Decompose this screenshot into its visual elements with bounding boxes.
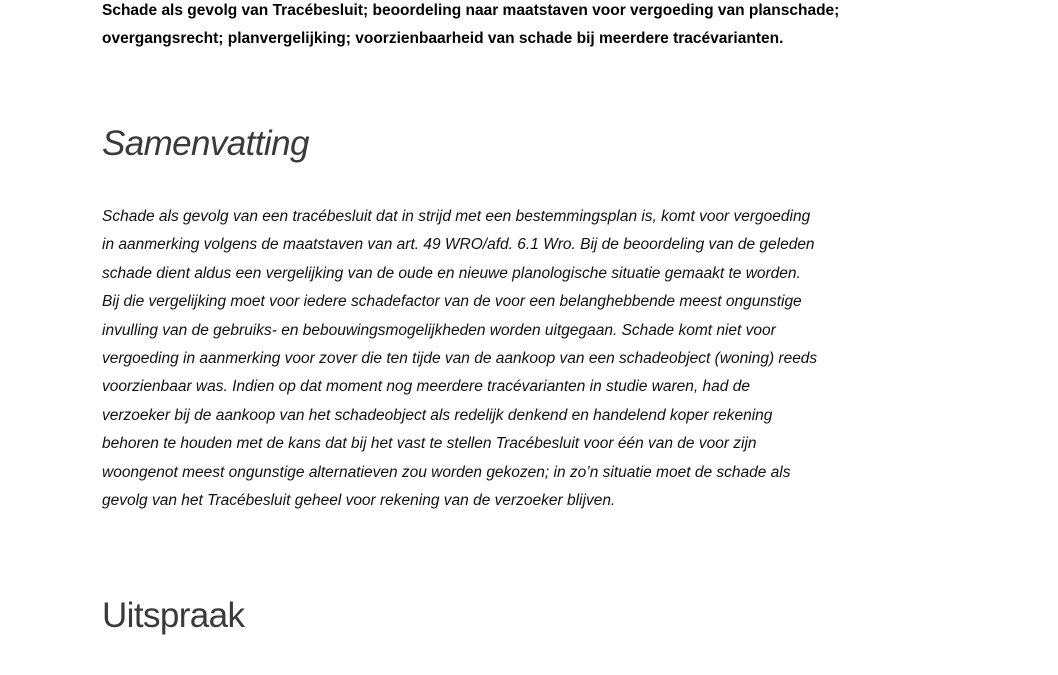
summary-line: vergoeding in aanmerking voor zover die ten tijde van de aankoop van een schadeobject (woning) reeds [102,350,818,368]
summary-line: schade dient aldus een vergelijking van de oude en nieuwe planologische situatie gemaakt te worden. [102,264,801,282]
summary-line: woongenot meest ongunstige alternatieven zou worden gekozen; in zo’n situatie moet de schade als [102,463,791,481]
summary-heading: Samenvatting [102,124,309,163]
summary-paragraph [102,203,1002,515]
ruling-heading: Uitspraak [102,596,245,635]
summary-line: invulling van de gebruiks- en bebouwingsmogelijkheden worden uitgegaan. Schade komt niet voor [102,321,776,339]
keywords-paragraph [102,0,1002,53]
keywords-line: overgangsrecht; planvergelijking; voorzienbaarheid van schade bij meerdere tracévarianten. [102,30,784,47]
keywords-line: Schade als gevolg van Tracébesluit; beoordeling naar maatstaven voor vergoeding van planschade; [102,2,840,19]
summary-line: in aanmerking volgens de maatstaven van art. 49 WRO/afd. 6.1 Wro. Bij de beoordeling van de geleden [102,236,815,254]
summary-line: voorzienbaar was. Indien op dat moment nog meerdere tracévarianten in studie waren, had de [102,378,750,396]
summary-line: verzoeker bij de aankoop van het schadeobject als redelijk denkend en handelend koper rekening [102,406,773,424]
summary-line: behoren te houden met de kans dat bij het vast te stellen Tracébesluit voor één van de voor zijn [102,435,757,453]
summary-line: gevolg van het Tracébesluit geheel voor rekening van de verzoeker blijven. [102,492,616,510]
summary-line: Schade als gevolg van een tracébesluit dat in strijd met een bestemmingsplan is, komt voor vergoeding [102,208,811,225]
summary-line: Bij die vergelijking moet voor iedere schadefactor van de voor een belanghebbende meest ongunstige [102,293,802,311]
